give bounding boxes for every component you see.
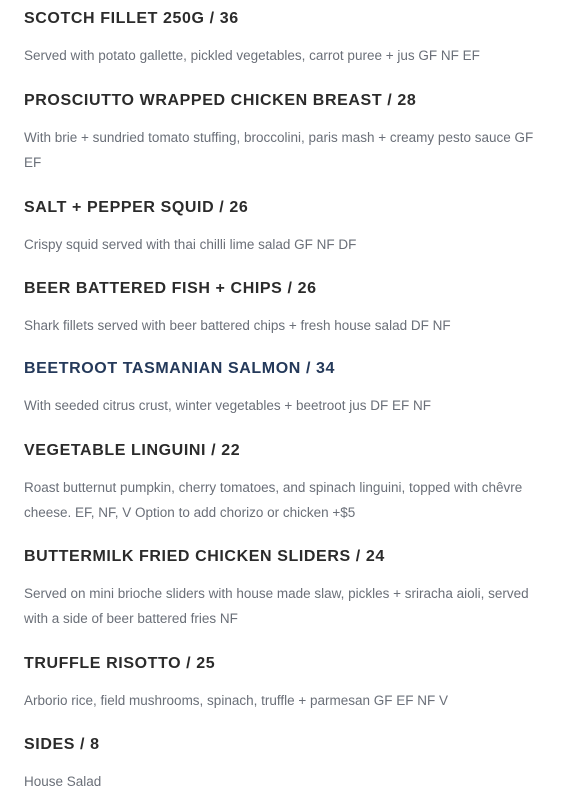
menu-item-description: Crispy squid served with thai chilli lime salad GF NF DF bbox=[24, 237, 357, 252]
menu-item-description: With seeded citrus crust, winter vegetables + beetroot jus DF EF NF bbox=[24, 398, 432, 413]
menu-item-salt-pepper-squid bbox=[24, 198, 544, 257]
menu-item-vegetable-linguini bbox=[24, 441, 544, 525]
menu-item-title: SIDES / 8 bbox=[24, 736, 100, 753]
menu-item-title: BEETROOT TASMANIAN SALMON / 34 bbox=[24, 360, 336, 377]
menu-item-fish-chips bbox=[24, 279, 544, 338]
menu-item-description: With brie + sundried tomato stuffing, broccolini, paris mash + creamy pesto sauce GF EF bbox=[24, 130, 534, 170]
menu-item-tasmanian-salmon bbox=[24, 359, 544, 418]
menu-item-scotch-fillet bbox=[24, 9, 544, 68]
menu-item-description: House Salad bbox=[24, 774, 102, 789]
menu-item-truffle-risotto bbox=[24, 654, 544, 713]
menu-item-prosciutto-chicken bbox=[24, 91, 544, 175]
menu-item-chicken-sliders bbox=[24, 547, 544, 631]
menu-item-description: Served on mini brioche sliders with house made slaw, pickles + sriracha aioli, served with a side of beer battered fries NF bbox=[24, 586, 529, 626]
menu-item-title: SALT + PEPPER SQUID / 26 bbox=[24, 199, 249, 216]
menu-item-description: Served with potato gallette, pickled vegetables, carrot puree + jus GF NF EF bbox=[24, 48, 480, 63]
menu-item-title: PROSCIUTTO WRAPPED CHICKEN BREAST / 28 bbox=[24, 92, 417, 109]
menu-item-title: BUTTERMILK FRIED CHICKEN SLIDERS / 24 bbox=[24, 548, 385, 565]
menu-item-title: TRUFFLE RISOTTO / 25 bbox=[24, 655, 216, 672]
menu-item-description: Arborio rice, field mushrooms, spinach, truffle + parmesan GF EF NF V bbox=[24, 693, 449, 708]
menu-item-title: BEER BATTERED FISH + CHIPS / 26 bbox=[24, 280, 317, 297]
menu-item-sides bbox=[24, 735, 544, 794]
menu-item-title: VEGETABLE LINGUINI / 22 bbox=[24, 442, 241, 459]
menu-item-description: Shark fillets served with beer battered chips + fresh house salad DF NF bbox=[24, 318, 451, 333]
menu-item-description: Roast butternut pumpkin, cherry tomatoes, and spinach linguini, topped with chêvre cheese. EF, NF, V Option to add chorizo or chicken +$5 bbox=[24, 480, 523, 520]
menu-item-title: SCOTCH FILLET 250G / 36 bbox=[24, 10, 239, 27]
